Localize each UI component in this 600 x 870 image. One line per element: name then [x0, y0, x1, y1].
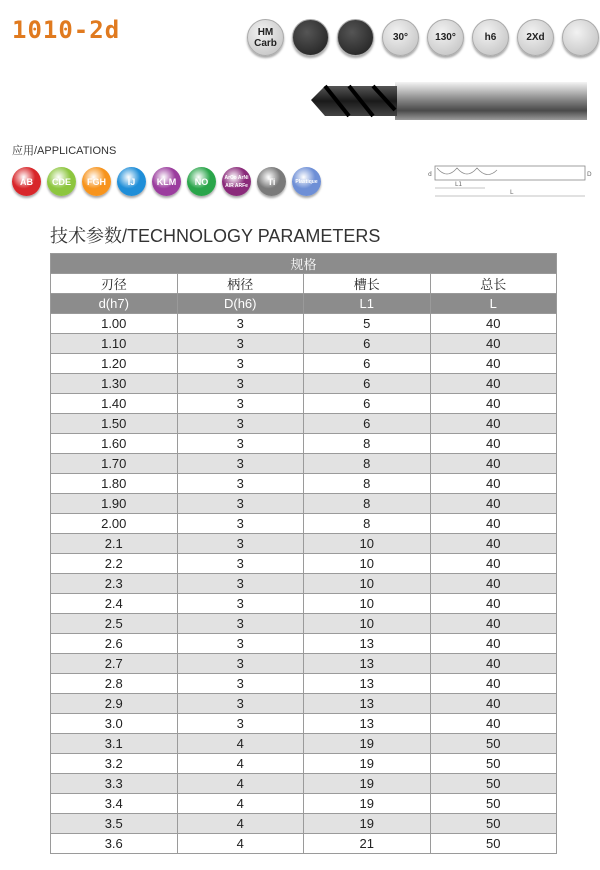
table-body — [51, 314, 557, 854]
header-cn-overall-length: 总长 — [430, 274, 557, 294]
overall-length-cell: 50 — [430, 794, 557, 814]
table-row — [51, 794, 557, 814]
table-row — [51, 634, 557, 654]
flute-length-cell: 10 — [304, 534, 431, 554]
cutting-diameter-cell: 2.5 — [51, 614, 178, 634]
application-badge: ArCo ArNi AIR ARFe — [222, 167, 251, 196]
product-code-title: 1010-2d — [12, 16, 121, 44]
overall-length-cell: 40 — [430, 634, 557, 654]
table-row — [51, 754, 557, 774]
table-row — [51, 434, 557, 454]
overall-length-cell: 40 — [430, 514, 557, 534]
cutting-diameter-cell: 3.5 — [51, 814, 178, 834]
applications-label: 应用/APPLICATIONS — [12, 145, 117, 157]
table-row — [51, 734, 557, 754]
flute-length-cell: 8 — [304, 474, 431, 494]
shank-diameter-cell: 3 — [177, 334, 304, 354]
overall-length-cell: 40 — [430, 474, 557, 494]
table-row — [51, 354, 557, 374]
hm-carb-icon: HM Carb — [247, 19, 284, 56]
helix-30-icon: 30° — [382, 19, 419, 56]
shank-diameter-cell: 3 — [177, 394, 304, 414]
overall-length-cell: 40 — [430, 654, 557, 674]
shank-diameter-cell: 4 — [177, 734, 304, 754]
diagram-L-label: L — [510, 189, 514, 196]
cutting-diameter-cell: 1.40 — [51, 394, 178, 414]
flute-length-cell: 19 — [304, 794, 431, 814]
flute-length-cell: 13 — [304, 714, 431, 734]
application-badge: IJ — [117, 167, 146, 196]
shank-diameter-cell: 3 — [177, 374, 304, 394]
cutting-diameter-cell: 3.6 — [51, 834, 178, 854]
overall-length-cell: 40 — [430, 374, 557, 394]
table-row — [51, 334, 557, 354]
flute-length-cell: 19 — [304, 814, 431, 834]
shank-diameter-cell: 3 — [177, 514, 304, 534]
application-badge: KLM — [152, 167, 181, 196]
table-row — [51, 514, 557, 534]
shank-diameter-cell: 3 — [177, 574, 304, 594]
table-row — [51, 414, 557, 434]
length-2xd-icon: 2Xd — [517, 19, 554, 56]
flute-length-cell: 5 — [304, 314, 431, 334]
shank-diameter-cell: 4 — [177, 794, 304, 814]
section-title: 技术参数/TECHNOLOGY PARAMETERS — [50, 226, 381, 246]
overall-length-cell: 40 — [430, 314, 557, 334]
cutting-diameter-cell: 3.0 — [51, 714, 178, 734]
overall-length-cell: 40 — [430, 694, 557, 714]
cutting-diameter-cell: 2.8 — [51, 674, 178, 694]
flute-length-cell: 10 — [304, 574, 431, 594]
table-group-header: 规格 — [51, 254, 557, 274]
cutting-diameter-cell: 1.10 — [51, 334, 178, 354]
shank-diameter-cell: 3 — [177, 414, 304, 434]
flute-length-cell: 6 — [304, 374, 431, 394]
flute-length-cell: 6 — [304, 334, 431, 354]
flute-dark-icon — [337, 19, 374, 56]
flute-length-cell: 13 — [304, 674, 431, 694]
table-row — [51, 714, 557, 734]
shank-diameter-cell: 3 — [177, 714, 304, 734]
overall-length-cell: 40 — [430, 554, 557, 574]
cutting-diameter-cell: 2.6 — [51, 634, 178, 654]
shank-diameter-cell: 3 — [177, 494, 304, 514]
flute-length-cell: 19 — [304, 734, 431, 754]
point-angle-130-icon: 130° — [427, 19, 464, 56]
shank-diameter-cell: 3 — [177, 594, 304, 614]
table-row — [51, 574, 557, 594]
overall-length-cell: 40 — [430, 394, 557, 414]
cutting-diameter-cell: 2.7 — [51, 654, 178, 674]
tolerance-h6-icon: h6 — [472, 19, 509, 56]
application-badge: NO — [187, 167, 216, 196]
diagram-L1-label: L1 — [455, 181, 463, 188]
overall-length-cell: 40 — [430, 494, 557, 514]
table-row — [51, 494, 557, 514]
table-row — [51, 374, 557, 394]
blank-circle-icon — [562, 19, 599, 56]
table-row — [51, 614, 557, 634]
flute-length-cell: 6 — [304, 414, 431, 434]
flute-length-cell: 8 — [304, 454, 431, 474]
overall-length-cell: 40 — [430, 454, 557, 474]
coating-texture-icon — [292, 19, 329, 56]
table-row — [51, 654, 557, 674]
overall-length-cell: 40 — [430, 334, 557, 354]
flute-length-cell: 6 — [304, 394, 431, 414]
overall-length-cell: 40 — [430, 714, 557, 734]
application-badge: FGH — [82, 167, 111, 196]
spec-icons-row — [247, 19, 599, 56]
cutting-diameter-cell: 1.70 — [51, 454, 178, 474]
shank-diameter-cell: 3 — [177, 314, 304, 334]
cutting-diameter-cell: 2.00 — [51, 514, 178, 534]
cutting-diameter-cell: 3.2 — [51, 754, 178, 774]
cutting-diameter-cell: 3.3 — [51, 774, 178, 794]
overall-length-cell: 40 — [430, 614, 557, 634]
shank-diameter-cell: 3 — [177, 474, 304, 494]
shank-diameter-cell: 3 — [177, 694, 304, 714]
overall-length-cell: 40 — [430, 574, 557, 594]
cutting-diameter-cell: 1.80 — [51, 474, 178, 494]
header-cn-cutting-diameter: 刃径 — [51, 274, 178, 294]
overall-length-cell: 50 — [430, 734, 557, 754]
table-row — [51, 834, 557, 854]
cutting-diameter-cell: 2.3 — [51, 574, 178, 594]
drill-product-image — [305, 78, 593, 124]
header-cn-shank-diameter: 柄径 — [177, 274, 304, 294]
overall-length-cell: 40 — [430, 354, 557, 374]
shank-diameter-cell: 3 — [177, 654, 304, 674]
diagram-D-label: D — [587, 171, 592, 178]
shank-diameter-cell: 3 — [177, 434, 304, 454]
table-row — [51, 674, 557, 694]
shank-diameter-cell: 4 — [177, 814, 304, 834]
overall-length-cell: 40 — [430, 414, 557, 434]
shank-diameter-cell: 3 — [177, 454, 304, 474]
header-en-overall-length: L — [430, 294, 557, 314]
cutting-diameter-cell: 1.50 — [51, 414, 178, 434]
flute-length-cell: 21 — [304, 834, 431, 854]
shank-diameter-cell: 3 — [177, 354, 304, 374]
flute-length-cell: 8 — [304, 514, 431, 534]
flute-length-cell: 10 — [304, 614, 431, 634]
diagram-d-label: d — [428, 171, 432, 178]
flute-length-cell: 19 — [304, 774, 431, 794]
overall-length-cell: 50 — [430, 774, 557, 794]
shank-diameter-cell: 4 — [177, 754, 304, 774]
overall-length-cell: 40 — [430, 434, 557, 454]
table-row — [51, 314, 557, 334]
flute-length-cell: 10 — [304, 594, 431, 614]
shank-diameter-cell: 4 — [177, 834, 304, 854]
application-badge: Plastique — [292, 167, 321, 196]
overall-length-cell: 50 — [430, 834, 557, 854]
cutting-diameter-cell: 1.00 — [51, 314, 178, 334]
drill-dimension-diagram — [425, 158, 595, 202]
application-badge: Ti — [257, 167, 286, 196]
header-en-cutting-diameter: d(h7) — [51, 294, 178, 314]
shank-diameter-cell: 3 — [177, 534, 304, 554]
parameters-table — [50, 253, 557, 854]
table-row — [51, 454, 557, 474]
table-row — [51, 694, 557, 714]
header-en-flute-length: L1 — [304, 294, 431, 314]
flute-length-cell: 19 — [304, 754, 431, 774]
table-row — [51, 814, 557, 834]
flute-length-cell: 8 — [304, 434, 431, 454]
header-cn-flute-length: 槽长 — [304, 274, 431, 294]
application-badge: AB — [12, 167, 41, 196]
overall-length-cell: 50 — [430, 754, 557, 774]
overall-length-cell: 40 — [430, 674, 557, 694]
cutting-diameter-cell: 2.9 — [51, 694, 178, 714]
cutting-diameter-cell: 1.60 — [51, 434, 178, 454]
flute-length-cell: 13 — [304, 634, 431, 654]
table-row — [51, 534, 557, 554]
table-row — [51, 594, 557, 614]
application-badge: CDE — [47, 167, 76, 196]
shank-diameter-cell: 3 — [177, 634, 304, 654]
applications-row — [12, 167, 321, 196]
shank-diameter-cell: 3 — [177, 614, 304, 634]
cutting-diameter-cell: 2.1 — [51, 534, 178, 554]
cutting-diameter-cell: 3.4 — [51, 794, 178, 814]
flute-length-cell: 13 — [304, 694, 431, 714]
overall-length-cell: 50 — [430, 814, 557, 834]
table-row — [51, 474, 557, 494]
cutting-diameter-cell: 1.90 — [51, 494, 178, 514]
flute-length-cell: 8 — [304, 494, 431, 514]
overall-length-cell: 40 — [430, 594, 557, 614]
flute-length-cell: 6 — [304, 354, 431, 374]
cutting-diameter-cell: 1.30 — [51, 374, 178, 394]
header-en-shank-diameter: D(h6) — [177, 294, 304, 314]
shank-diameter-cell: 3 — [177, 554, 304, 574]
shank-diameter-cell: 4 — [177, 774, 304, 794]
cutting-diameter-cell: 2.2 — [51, 554, 178, 574]
cutting-diameter-cell: 2.4 — [51, 594, 178, 614]
flute-length-cell: 10 — [304, 554, 431, 574]
overall-length-cell: 40 — [430, 534, 557, 554]
cutting-diameter-cell: 1.20 — [51, 354, 178, 374]
table-row — [51, 774, 557, 794]
cutting-diameter-cell: 3.1 — [51, 734, 178, 754]
shank-diameter-cell: 3 — [177, 674, 304, 694]
table-row — [51, 394, 557, 414]
table-row — [51, 554, 557, 574]
flute-length-cell: 13 — [304, 654, 431, 674]
